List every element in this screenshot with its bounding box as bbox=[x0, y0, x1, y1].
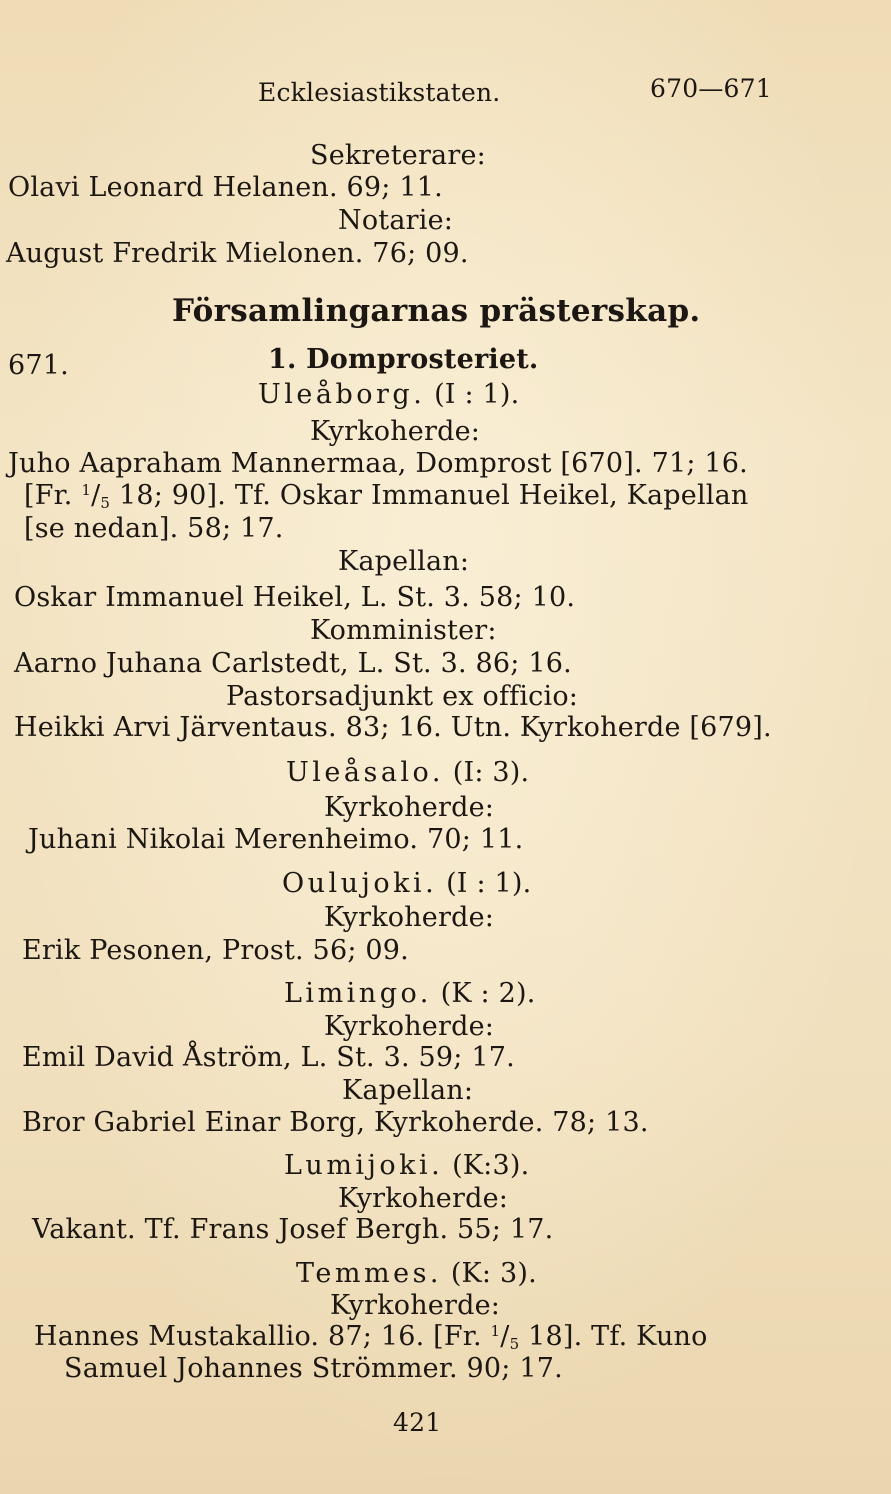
pastorsadjunkt-entry: Heikki Arvi Järventaus. 83; 16. Utn. Kyrkoherde [679]. bbox=[14, 712, 772, 743]
kyrkoherde-entry: Emil David Åström, L. St. 3. 59; 17. bbox=[22, 1042, 515, 1073]
parish-heading-uleaborg bbox=[258, 381, 519, 408]
komminister-label: Komminister: bbox=[310, 615, 497, 646]
notary-entry: August Fredrik Mielonen. 76; 09. bbox=[6, 238, 469, 269]
kapellan-label: Kapellan: bbox=[338, 546, 470, 577]
kyrkoherde-entry-line: Samuel Johannes Strömmer. 90; 17. bbox=[64, 1353, 563, 1384]
parish-name: Lumijoki. bbox=[284, 1150, 444, 1181]
parish-class: (K:3). bbox=[452, 1150, 530, 1181]
parish-class: (K: 3). bbox=[450, 1258, 537, 1289]
notary-label: Notarie: bbox=[338, 205, 454, 236]
kapellan-entry: Bror Gabriel Einar Borg, Kyrkoherde. 78; 13. bbox=[22, 1107, 649, 1138]
kyrkoherde-label: Kyrkoherde: bbox=[324, 1011, 495, 1042]
parish-name: Oulujoki. bbox=[282, 868, 438, 899]
kyrkoherde-entry-line: [Fr. $^1/_5$ 18; 90]. Tf. Oskar Immanuel Heikel, Kapellan bbox=[24, 480, 749, 512]
deanery-heading: 1. Domprosteriet. bbox=[268, 344, 539, 375]
parish-name: Uleåborg. bbox=[258, 379, 426, 410]
kyrkoherde-label: Kyrkoherde: bbox=[330, 1290, 501, 1321]
parish-heading-lumijoki bbox=[284, 1152, 529, 1179]
running-head-page-range: 670—671 bbox=[650, 74, 772, 103]
parish-name: Uleåsalo. bbox=[286, 757, 444, 788]
section-title: Församlingarnas prästerskap. bbox=[172, 293, 701, 329]
section-number: 671. bbox=[8, 350, 69, 381]
running-head-title: Ecklesiastikstaten. bbox=[258, 78, 501, 107]
kyrkoherde-label: Kyrkoherde: bbox=[310, 416, 481, 447]
parish-class: (I : 1). bbox=[446, 868, 532, 899]
kyrkoherde-entry: Vakant. Tf. Frans Josef Bergh. 55; 17. bbox=[32, 1214, 554, 1245]
kyrkoherde-label: Kyrkoherde: bbox=[324, 792, 495, 823]
parish-class: (I: 3). bbox=[452, 757, 530, 788]
kyrkoherde-entry: Juhani Nikolai Merenheimo. 70; 11. bbox=[28, 824, 524, 855]
kyrkoherde-label: Kyrkoherde: bbox=[338, 1183, 509, 1214]
parish-name: Temmes. bbox=[296, 1258, 443, 1289]
kyrkoherde-entry-line: [se nedan]. 58; 17. bbox=[24, 513, 284, 544]
kapellan-entry: Oskar Immanuel Heikel, L. St. 3. 58; 10. bbox=[14, 582, 576, 613]
kyrkoherde-label: Kyrkoherde: bbox=[324, 902, 495, 933]
komminister-entry: Aarno Juhana Carlstedt, L. St. 3. 86; 16. bbox=[14, 648, 572, 679]
parish-heading-temmes bbox=[296, 1260, 537, 1287]
parish-heading-limingo bbox=[284, 980, 536, 1007]
secretary-entry: Olavi Leonard Helanen. 69; 11. bbox=[8, 172, 443, 203]
kapellan-label: Kapellan: bbox=[342, 1075, 474, 1106]
kyrkoherde-entry: Erik Pesonen, Prost. 56; 09. bbox=[22, 935, 409, 966]
parish-heading-oulujoki bbox=[282, 870, 531, 897]
page-number: 421 bbox=[393, 1408, 442, 1437]
parish-class: (I : 1). bbox=[434, 379, 520, 410]
parish-heading-uleasalo bbox=[286, 759, 529, 786]
parish-name: Limingo. bbox=[284, 978, 432, 1009]
secretary-label: Sekreterare: bbox=[310, 140, 486, 171]
kyrkoherde-entry-line: Hannes Mustakallio. 87; 16. [Fr. $^1/_5$ 18]. Tf. Kuno bbox=[34, 1321, 708, 1353]
pastorsadjunkt-label: Pastorsadjunkt ex officio: bbox=[226, 681, 579, 712]
parish-class: (K : 2). bbox=[440, 978, 536, 1009]
kyrkoherde-entry-line: Juho Aapraham Mannermaa, Domprost [670]. 71; 16. bbox=[8, 448, 748, 479]
